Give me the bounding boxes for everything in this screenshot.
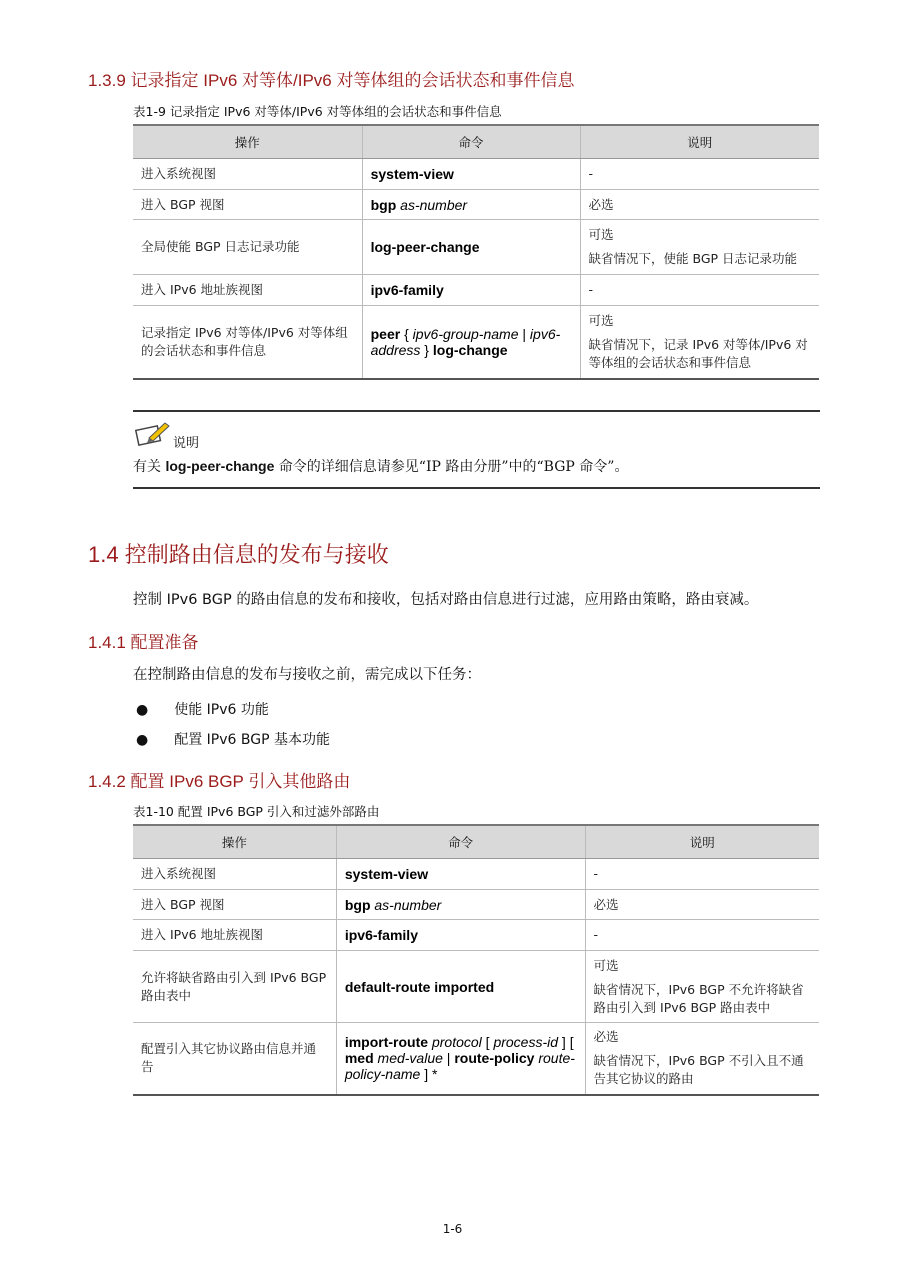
description-line: 必选 (593, 1029, 619, 1045)
column-header: 说明 (585, 825, 819, 859)
description-line: 缺省情况下，使能 BGP 日志记录功能 (588, 251, 798, 266)
command-part: ] * (420, 1066, 438, 1083)
command-part: ipv6-address (370, 325, 561, 358)
bullet-text: 使能 IPv6 功能 (174, 702, 269, 718)
command-part: ipv6-family (344, 927, 418, 943)
note-text (133, 456, 628, 476)
command-part: [ (481, 1034, 494, 1051)
section-title-1-4: 1.4 控制路由信息的发布与接收 (88, 542, 389, 567)
description-line: 缺省情况下，IPv6 BGP 不引入且不通告其它协议的路由 (593, 1053, 804, 1087)
description-line: - (593, 866, 599, 881)
description-cell (585, 1023, 819, 1095)
description-line: 缺省情况下，IPv6 BGP 不允许将缺省路由引入到 IPv6 BGP 路由表中 (593, 981, 804, 1015)
table-row (133, 275, 819, 306)
note-text-post: 命令的详细信息请参见“IP 路由分册”中的“BGP 命令”。 (274, 459, 629, 475)
command-part: med (344, 1050, 378, 1067)
command-part: ipv6-family (370, 282, 444, 298)
command-cell (336, 920, 585, 951)
command-part: as-number (374, 896, 442, 913)
operation-cell: 进入系统视图 (133, 159, 362, 190)
description-cell (585, 951, 819, 1023)
operation-cell: 记录指定 IPv6 对等体/IPv6 对等体组的会话状态和事件信息 (133, 306, 362, 379)
column-header: 操作 (133, 125, 362, 159)
operation-cell: 进入 IPv6 地址族视图 (133, 920, 336, 951)
command-cell (336, 951, 585, 1023)
column-header: 命令 (336, 825, 585, 859)
command-part: log-change (432, 341, 508, 358)
description-line: - (593, 927, 599, 942)
section-intro-1-4-1: 在控制路由信息的发布与接收之前，需完成以下任务： (133, 667, 481, 683)
table-row (133, 1023, 819, 1095)
table-row (133, 920, 819, 951)
operation-cell: 进入 BGP 视图 (133, 190, 362, 220)
bullet-text: 配置 IPv6 BGP 基本功能 (174, 732, 330, 748)
table-header-row (133, 825, 819, 859)
page-number: 1-6 (442, 1222, 463, 1236)
command-part: peer (370, 325, 401, 342)
command-part: system-view (370, 166, 454, 182)
command-cell (362, 306, 580, 379)
operation-cell: 进入系统视图 (133, 859, 336, 890)
command-part: route-policy-name (344, 1050, 575, 1083)
command-part: process-id (493, 1034, 559, 1051)
description-cell (580, 159, 819, 190)
column-header: 说明 (580, 125, 819, 159)
description-line: 必选 (588, 196, 614, 212)
description-cell (585, 920, 819, 951)
table-row (133, 951, 819, 1023)
command-part: { (400, 325, 413, 342)
table-row (133, 220, 819, 275)
command-cell (336, 1023, 585, 1095)
description-cell (580, 275, 819, 306)
description-line: 缺省情况下，记录 IPv6 对等体/IPv6 对等体组的会话状态和事件信息 (588, 336, 808, 370)
description-line: - (588, 166, 594, 181)
note-pencil-icon (135, 420, 171, 446)
description-cell (580, 220, 819, 275)
column-header: 操作 (133, 825, 336, 859)
note-text-pre: 有关 (133, 459, 166, 475)
command-part: ] [ (558, 1034, 574, 1051)
table-row (133, 159, 819, 190)
table-header-row (133, 125, 819, 159)
command-part: bgp (344, 896, 375, 913)
command-part: bgp (370, 196, 401, 213)
command-part: protocol (431, 1034, 482, 1051)
description-line: 可选 (588, 312, 614, 328)
command-cell (362, 159, 580, 190)
description-line: 可选 (588, 227, 614, 242)
section-title-1-3-9: 1.3.9 记录指定 IPv6 对等体/IPv6 对等体组的会话状态和事件信息 (88, 71, 575, 90)
command-part: log-peer-change (370, 239, 480, 255)
description-line: - (588, 282, 594, 297)
command-part: } (420, 341, 433, 358)
table-row (133, 190, 819, 220)
operation-cell: 进入 BGP 视图 (133, 890, 336, 920)
operation-cell: 进入 IPv6 地址族视图 (133, 275, 362, 306)
note-box (133, 410, 820, 489)
note-label: 说明 (173, 436, 200, 451)
section-title-1-4-1: 1.4.1 配置准备 (88, 633, 199, 652)
table-caption-1-9: 表1-9 记录指定 IPv6 对等体/IPv6 对等体组的会话状态和事件信息 (133, 104, 502, 119)
section-title-1-4-2: 1.4.2 配置 IPv6 BGP 引入其他路由 (88, 772, 351, 791)
table-1-10 (133, 824, 819, 1096)
note-command: log-peer-change (165, 458, 275, 474)
bullet-item: ● 使能 IPv6 功能 (136, 702, 269, 718)
command-cell (362, 220, 580, 275)
operation-cell: 全局使能 BGP 日志记录功能 (133, 220, 362, 275)
bullet-item: ● 配置 IPv6 BGP 基本功能 (136, 732, 330, 748)
command-cell (362, 190, 580, 220)
table-row (133, 859, 819, 890)
command-cell (336, 890, 585, 920)
description-cell (580, 190, 819, 220)
description-line: 必选 (593, 896, 619, 912)
command-part: as-number (400, 196, 468, 213)
command-part: default-route imported (344, 978, 495, 995)
table-row (133, 306, 819, 379)
description-line: 可选 (593, 957, 619, 973)
section-intro-1-4: 控制 IPv6 BGP 的路由信息的发布和接收，包括对路由信息进行过滤，应用路由策略，路由衰减。 (133, 592, 759, 608)
command-part: | (442, 1050, 455, 1067)
column-header: 命令 (362, 125, 580, 159)
command-part: med-value (377, 1050, 443, 1067)
description-cell (585, 859, 819, 890)
command-part: import-route (344, 1034, 432, 1051)
table-1-9 (133, 124, 819, 380)
command-cell (362, 275, 580, 306)
command-part: system-view (344, 866, 429, 882)
table-row (133, 890, 819, 920)
description-cell (580, 306, 819, 379)
command-part: ipv6-group-name (412, 325, 519, 342)
command-cell (336, 859, 585, 890)
operation-cell: 配置引入其它协议路由信息并通告 (133, 1023, 336, 1095)
description-cell (585, 890, 819, 920)
operation-cell: 允许将缺省路由引入到 IPv6 BGP 路由表中 (133, 951, 336, 1023)
command-part: route-policy (454, 1050, 539, 1067)
table-caption-1-10: 表1-10 配置 IPv6 BGP 引入和过滤外部路由 (133, 804, 380, 819)
command-part: | (518, 325, 530, 342)
